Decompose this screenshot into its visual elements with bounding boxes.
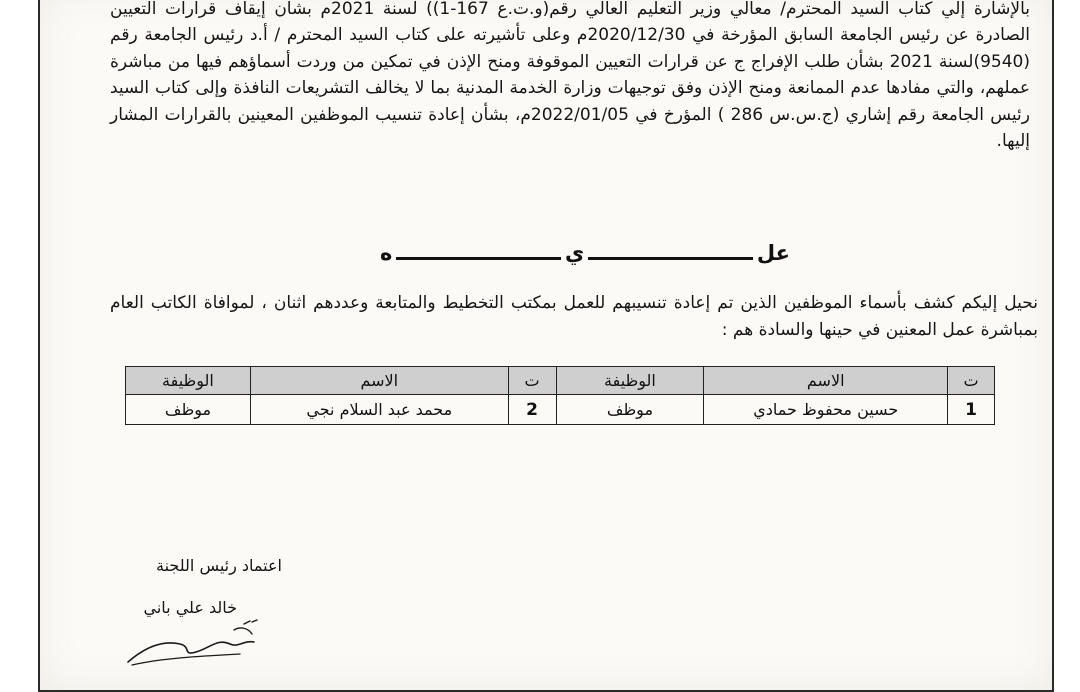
kashida-stroke xyxy=(396,257,561,260)
header-name: الاسم xyxy=(250,367,508,395)
employees-table xyxy=(125,366,995,425)
signatory-name: خالد علي باني xyxy=(143,598,237,617)
heading-part-mid: ي xyxy=(565,241,585,265)
header-name: الاسم xyxy=(704,367,948,395)
employee-job: موظف xyxy=(126,395,251,425)
approval-title: اعتماد رئيس اللجنة xyxy=(156,556,282,575)
employee-name: محمد عبد السلام نجي xyxy=(250,395,508,425)
table-row xyxy=(126,395,995,425)
row-number: 1 xyxy=(948,395,995,425)
heading-part-end: ه xyxy=(380,241,393,265)
employee-name: حسين محفوظ حمادي xyxy=(704,395,948,425)
header-job: الوظيفة xyxy=(556,367,704,395)
heading-part-start: عل xyxy=(756,241,790,265)
table-header-row xyxy=(126,367,995,395)
row-number: 2 xyxy=(508,395,556,425)
referral-text: نحيل إليكم كشف بأسماء الموظفين الذين تم إعادة تنسيبهم للعمل بمكتب التخطيط والمتابعة وعددهم اثنان ، لموافاة الكاتب العام بمباشرة عمل المعنين في حينها والسادة هم : xyxy=(110,293,1038,340)
document-page xyxy=(38,0,1054,692)
employee-job: موظف xyxy=(556,395,704,425)
handwritten-signature xyxy=(122,618,282,666)
referral-paragraph xyxy=(110,290,1038,344)
kashida-stroke xyxy=(588,257,753,260)
header-number: ت xyxy=(948,367,995,395)
letter-paragraph: بالإشارة إلي كتاب السيد المحترم/ معالي وزير التعليم العالي رقم(و.ت.ع 167-1)) لسنة 2021م بشأن إيقاف قرارات التعيين الصادرة عن رئيس الجامعة السابق المؤرخة في 2020/12/30م وعلى تأشيرته على كتاب السيد المحترم / أ.د رئيس الجامعة رقم (9540)لسنة 2021 بشأن طلب الإفراج ج عن قرارات التعيين الموقوفة ومنح الإذن في تمكين من وردت أسماؤهم فيها من مباشرة عملهم، والتي مفادها عدم الممانعة ومنح الإذن وفق توجيهات وزارة الخدمة المدنية بما لا يخالف التشريعات النافذة وإلى كتاب السيد رئيس الجامعة رقم إشاري (ج.س.س 286 ) المؤرخ في 2022/01/05م، بشأن إعادة تنسيب الموظفين المعينين بالقرارات المشار إليها. xyxy=(110,0,1030,152)
letter-body xyxy=(110,0,1030,154)
header-job: الوظيفة xyxy=(126,367,251,395)
header-number: ت xyxy=(508,367,556,395)
letter-heading xyxy=(380,238,790,268)
